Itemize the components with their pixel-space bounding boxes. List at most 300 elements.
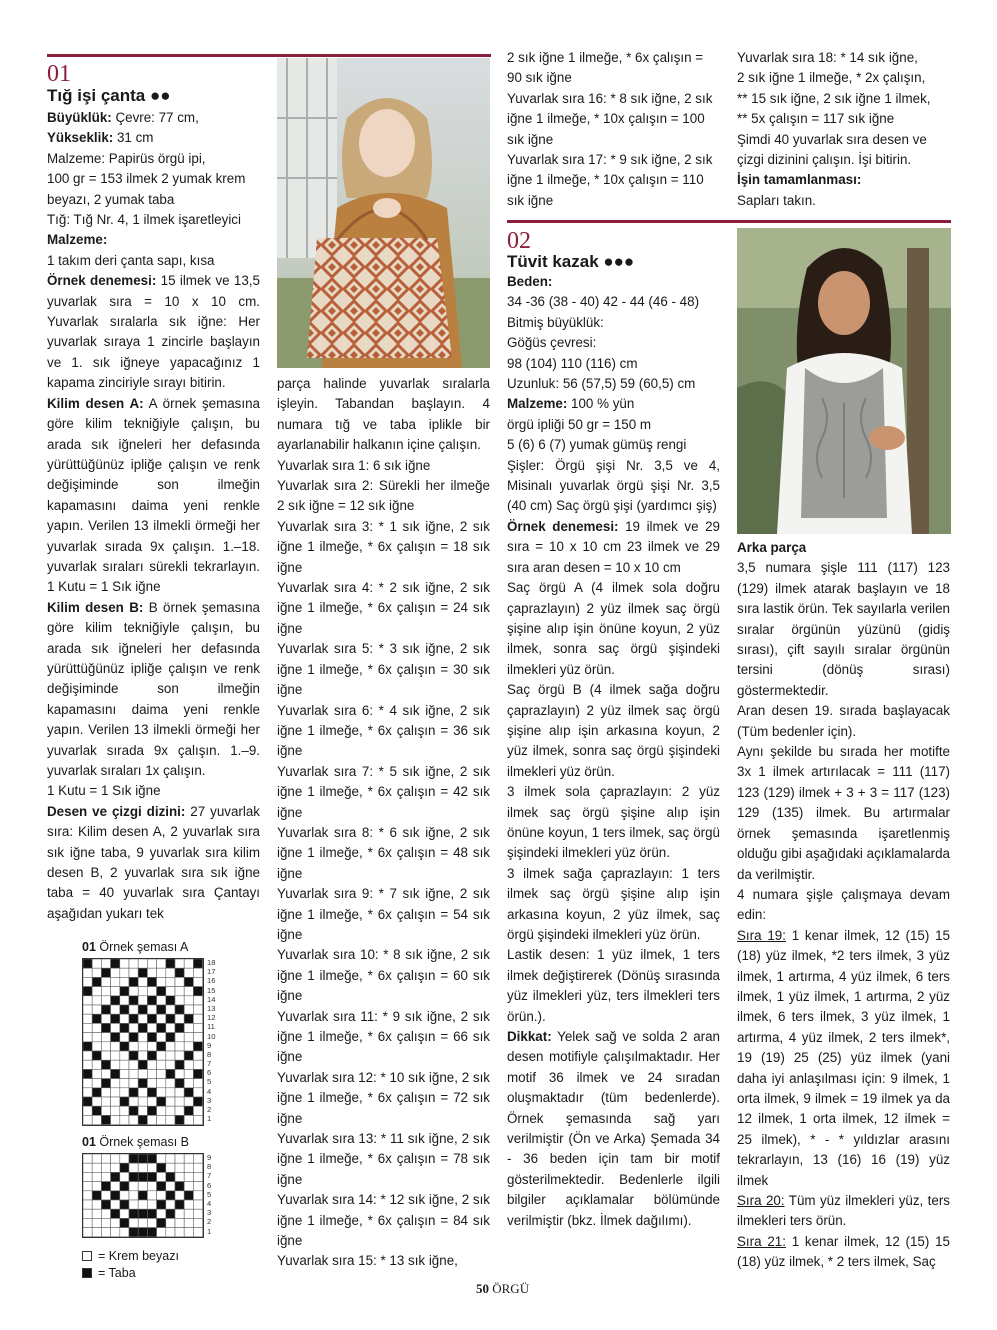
chart_a-cell (157, 1106, 166, 1115)
chart_a-cell (166, 996, 175, 1005)
article-number-02: 02 (507, 228, 531, 254)
chart_b-cell (147, 1191, 156, 1200)
chart_a-cell (120, 1060, 129, 1069)
chart_a-row-number: 9 (207, 1040, 212, 1050)
chart_a-cell (83, 1014, 92, 1023)
chart_a-cell (175, 1060, 184, 1069)
chart_b-cell (193, 1209, 202, 1218)
text-run: Tığ: Tığ Nr. 4, 1 ilmek işaretleyici (47, 212, 241, 228)
chart_a-cell (157, 1060, 166, 1069)
text-run: Aynı şekilde bu sırada her motifte 3x 1 ilmek artırılacak = 111 (117) 123 (129) ilmek + 3 + 3 = 117 (123) 129 (135) ilmek. Bu artırmalar örnek şemasında işaretlenmiş olduğu gibi aşağıdaki açıklamalarda da verilmiştir. (737, 744, 950, 882)
chart_b-cell (138, 1182, 147, 1191)
chart_a-cell (193, 1060, 202, 1069)
text-run: 3,5 numara şişle 111 (117) 123 (129) ilmek atarak başlayın ve 18 sıra lastik örün. Tek sayılarla verilen sıralar örgünün yüzünü (gidiş sırası), çift sayılı sıralar örgünün tersini (dönüş sırası) göstermektedir. (737, 560, 950, 698)
paragraph (507, 394, 720, 414)
paragraph: Yuvarlak sıra 16: * 8 sık iğne, 2 sık iğne 1 ilmeğe, * 10x çalışın = 100 sık iğne (507, 90, 713, 147)
chart_b-cell (120, 1209, 129, 1218)
chart_a-cell (138, 1115, 147, 1124)
chart_a-cell (175, 977, 184, 986)
paragraph (507, 374, 720, 394)
chart_a-cell (120, 1097, 129, 1106)
chart_a-row-number: 6 (207, 1068, 212, 1078)
chart_a-cell (166, 1023, 175, 1032)
chart_b-cell (92, 1163, 101, 1172)
chart_b-cell (175, 1191, 184, 1200)
paragraph (507, 1027, 720, 1231)
paragraph (47, 251, 260, 271)
chart_a-cell (83, 1033, 92, 1042)
section-rule-02 (507, 220, 951, 223)
chart_a-cell (138, 1033, 147, 1042)
chart_a-cell (111, 1060, 120, 1069)
chart_b-cell (101, 1218, 110, 1227)
chart_b-cell (138, 1154, 147, 1163)
chart_a-cell (184, 1060, 193, 1069)
chart_b-cell (92, 1209, 101, 1218)
chart_b-cell (111, 1182, 120, 1191)
chart_b-cell (147, 1172, 156, 1181)
chart_b-cell (138, 1200, 147, 1209)
chart_a-cell (120, 1069, 129, 1078)
chart_a-cell (111, 1023, 120, 1032)
chart_a-cell (92, 1115, 101, 1124)
chart_a-cell (92, 1042, 101, 1051)
chart_b-cell (83, 1200, 92, 1209)
text-run: Yuvarlak sıra 18: * 14 sık iğne, (737, 50, 918, 65)
chart_b-cell (175, 1228, 184, 1237)
text-run: 4 numara şişle çalışmaya devam edin: (737, 886, 950, 923)
chart_b-cell (92, 1228, 101, 1237)
chart_b-cell (111, 1172, 120, 1181)
chart_b-cell (111, 1191, 120, 1200)
chart_a-cell (166, 1051, 175, 1060)
chart_b-cell (83, 1209, 92, 1218)
chart_a-cell (83, 1051, 92, 1060)
chart_a-cell (101, 1033, 110, 1042)
chart_a-cell (111, 1106, 120, 1115)
chart_a-cell (147, 1014, 156, 1023)
chart_a-cell (138, 977, 147, 986)
chart_a-cell (175, 1005, 184, 1014)
chart_b-cell (147, 1154, 156, 1163)
chart_a-cell (129, 1060, 138, 1069)
chart_a-cell (111, 996, 120, 1005)
chart_a-cell (166, 1005, 175, 1014)
chart_a-cell (120, 977, 129, 986)
chart_a-cell (193, 959, 202, 968)
chart_a-cell (129, 1005, 138, 1014)
chart_b-cell (166, 1191, 175, 1200)
chart_a-cell (166, 1014, 175, 1023)
chart_a-cell (193, 1051, 202, 1060)
chart_a-row-number: 11 (207, 1022, 215, 1032)
text-run: Örnek denemesi: (507, 518, 619, 534)
chart_a-cell (184, 977, 193, 986)
chart_a-cell (101, 996, 110, 1005)
chart_a-cell (101, 1023, 110, 1032)
chart_a-cell (138, 1060, 147, 1069)
chart_a-cell (92, 968, 101, 977)
paragraph (737, 191, 950, 211)
paragraph (737, 926, 950, 1191)
chart_a-cell (175, 1023, 184, 1032)
chart_a-row-number: 13 (207, 1003, 216, 1013)
paragraph (507, 313, 720, 333)
text-run: 3 ilmek sağa çaprazlayın: 1 ters ilmek saç örgü şişine alıp işin arkasına koyun, 2 yüz ilmek, saç örgü şişindeki ilmekleri yüz örün. (507, 865, 720, 942)
paragraph: Yuvarlak sıra 10: * 8 sık iğne, 2 sık iğne 1 ilmeğe, * 6x çalışın = 60 sık iğne (277, 947, 490, 1004)
paragraph (507, 517, 720, 578)
chart_b-cell (129, 1154, 138, 1163)
chart_b-cell (129, 1209, 138, 1218)
chart_a-cell (129, 1042, 138, 1051)
paragraph (737, 742, 950, 885)
chart_b-cell (129, 1200, 138, 1209)
chart_b-row-number: 9 (207, 1153, 212, 1162)
text-run: Lastik desen: 1 yüz ilmek, 1 ters ilmek değiştirerek (Dönüş sırasında yüz ilmekleri yüz, ters ilmekleri ters örün.). (507, 947, 720, 1024)
paragraph (47, 149, 260, 169)
chart_a-cell (166, 959, 175, 968)
chart_a-cell (193, 987, 202, 996)
chart_b-cell (193, 1163, 202, 1172)
chart_a-cell (138, 1088, 147, 1097)
chart_b-cell (120, 1163, 129, 1172)
chart_b-cell (111, 1200, 120, 1209)
article-title-01: Tığ işi çanta ●● (47, 86, 171, 105)
chart_a-cell (147, 1079, 156, 1088)
paragraph: Yuvarlak sıra 2: Sürekli her ilmeğe 2 sık iğne = 12 sık iğne (277, 478, 490, 514)
paragraph (737, 170, 950, 190)
chart_b-cell (157, 1191, 166, 1200)
text-run: 1 kenar ilmek, 12 (15) 15 (18) yüz ilmek, * 2 ters ilmek, Saç (737, 1233, 950, 1270)
chart_a-cell (166, 1097, 175, 1106)
text-run: 100 gr = 153 ilmek 2 yumak krem (47, 171, 246, 187)
chart_a-cell (193, 1023, 202, 1032)
chart_a-row-number: 15 (207, 985, 216, 995)
chart_b-cell (129, 1172, 138, 1181)
chart_a-cell (157, 1088, 166, 1097)
chart_b-cell (101, 1228, 110, 1237)
chart_a-cell (83, 1060, 92, 1069)
chart_a-cell (175, 968, 184, 977)
chart_a-cell (166, 1069, 175, 1078)
chart_a-cell (193, 1088, 202, 1097)
article-01-column-4 (737, 48, 950, 211)
text-run: Örnek denemesi: (47, 273, 157, 289)
chart_a-cell (120, 1023, 129, 1032)
paragraph (507, 333, 720, 353)
chart_a-row-number: 5 (207, 1077, 212, 1087)
chart_a-row-number: 7 (207, 1059, 212, 1069)
chart_a-cell (83, 968, 92, 977)
chart_a-cell (111, 1115, 120, 1124)
paragraph (737, 89, 950, 109)
text-run: Çevre: 77 cm, (111, 110, 199, 125)
chart_b-cell (166, 1172, 175, 1181)
white-square-icon (82, 1251, 92, 1261)
chart_a-cell (184, 1033, 193, 1042)
text-run: A örnek şemasına göre kilim tekniğiyle çalışın, bu arada sık iğneleri her defasında yürüttüğünüz ipliğe çalışın ve renk değişiminde son ilmeğin kapamasını daima yeni renkle yapın. Verilen 13 ilmekli örmeği her yuvarlak sırada 9x çalışın. 1.–18. yuvarlak sıraları sürekli tekrarlayın. 1 Kutu = 1 Sık iğne (47, 395, 260, 595)
chart_a-cell (193, 977, 202, 986)
chart_a-cell (83, 1079, 92, 1088)
chart_b-cell (129, 1228, 138, 1237)
paragraph: 2 sık iğne 1 ilmeğe, * 6x çalışın = 90 sık iğne (507, 50, 704, 86)
chart_a-cell (157, 959, 166, 968)
chart_b-row-number: 1 (207, 1226, 212, 1236)
text-run: Saç örgü A (4 ilmek sola doğru çaprazlayın) 2 yüz ilmek saç örgü şişine alıp işin önüne koyun, 2 yüz ilmek, sonra saç örgü şişindeki ilmekleri yüz örün. (507, 580, 720, 677)
chart_a-cell (157, 987, 166, 996)
bag-photo (277, 58, 490, 368)
chart_a-cell (184, 1023, 193, 1032)
chart_a-cell (120, 1115, 129, 1124)
chart_a-row-number: 2 (207, 1105, 212, 1114)
text-run: 100 % yün (567, 396, 635, 412)
chart_a-cell (157, 1097, 166, 1106)
text-run: Malzeme: (507, 396, 568, 412)
paragraph (737, 558, 950, 701)
chart_a-cell (147, 1115, 156, 1124)
chart_a-cell (83, 1023, 92, 1032)
chart_b-cell (157, 1218, 166, 1227)
chart-a-row-numbers (207, 959, 215, 1124)
chart_a-cell (129, 1051, 138, 1060)
chart_b-cell (92, 1172, 101, 1181)
chart_a-cell (120, 1014, 129, 1023)
chart_a-cell (120, 1106, 129, 1115)
chart_a-cell (120, 987, 129, 996)
chart_a-cell (138, 1042, 147, 1051)
chart_a-cell (111, 1042, 120, 1051)
chart_b-cell (157, 1182, 166, 1191)
chart_a-cell (83, 1088, 92, 1097)
chart_b-cell (101, 1163, 110, 1172)
chart_a-cell (138, 1079, 147, 1088)
text-run: Dikkat: (507, 1029, 552, 1045)
paragraph: Yuvarlak sıra 17: * 9 sık iğne, 2 sık iğne 1 ilmeğe, * 10x çalışın = 110 sık iğne (507, 152, 713, 208)
chart_a-cell (184, 1079, 193, 1088)
chart_a-cell (83, 1069, 92, 1078)
chart_b-cell (138, 1163, 147, 1172)
chart_a-cell (83, 1005, 92, 1014)
text-run: ** 5x çalışın = 117 sık iğne (737, 111, 895, 127)
paragraph: Yuvarlak sıra 6: * 4 sık iğne, 2 sık iğne 1 ilmeğe, * 6x çalışın = 36 sık iğne (277, 702, 490, 759)
chart_a-cell (138, 1106, 147, 1115)
chart_b-cell (138, 1172, 147, 1181)
chart_a-cell (175, 1051, 184, 1060)
chart_a-cell (193, 1033, 202, 1042)
chart_a-cell (147, 1106, 156, 1115)
text-run: Bitmiş büyüklük: (507, 314, 604, 330)
chart_b-cell (166, 1218, 175, 1227)
chart_b-cell (111, 1218, 120, 1227)
chart_a-cell (92, 1014, 101, 1023)
chart_b-cell (138, 1209, 147, 1218)
chart_a-cell (120, 1079, 129, 1088)
chart_a-cell (166, 1088, 175, 1097)
chart_a-cell (138, 1097, 147, 1106)
chart_b-cell (129, 1191, 138, 1200)
text-run: beyazı, 2 yumak taba (47, 191, 175, 207)
chart_b-cell (193, 1182, 202, 1191)
paragraph: Yuvarlak sıra 1: 6 sık iğne (277, 457, 431, 473)
paragraph: Yuvarlak sıra 5: * 3 sık iğne, 2 sık iğne 1 ilmeğe, * 6x çalışın = 30 sık iğne (277, 641, 490, 698)
paragraph (507, 272, 720, 292)
chart_a-cell (147, 1033, 156, 1042)
chart_a-row-number: 4 (207, 1086, 212, 1096)
chart_a-cell (147, 1051, 156, 1060)
chart_a-cell (166, 968, 175, 977)
text-run: Kilim desen B: (47, 599, 144, 615)
text-run: Sıra 19: (737, 927, 786, 943)
text-run: İşin tamamlanması: (737, 172, 862, 188)
chart_a-cell (157, 968, 166, 977)
chart_a-cell (111, 1097, 120, 1106)
chart_a-cell (166, 1115, 175, 1124)
chart_a-cell (138, 968, 147, 977)
chart_b-cell (184, 1200, 193, 1209)
paragraph (47, 781, 260, 801)
chart_a-cell (184, 1088, 193, 1097)
chart_a-cell (138, 1069, 147, 1078)
chart_a-cell (92, 1060, 101, 1069)
chart_b-cell (157, 1209, 166, 1218)
chart_a-cell (193, 996, 202, 1005)
chart_a-cell (129, 977, 138, 986)
text-run: 34 -36 (38 - 40) 42 - 44 (46 - 48) (507, 294, 700, 310)
chart_b-cell (157, 1154, 166, 1163)
chart_b-cell (175, 1154, 184, 1163)
chart_b-cell (166, 1163, 175, 1172)
chart_a-cell (166, 1060, 175, 1069)
chart_a-cell (101, 1097, 110, 1106)
chart_b-cell (92, 1191, 101, 1200)
chart_a-cell (175, 1088, 184, 1097)
chart_b-cell (184, 1182, 193, 1191)
chart_a-cell (147, 959, 156, 968)
chart_a-cell (175, 1042, 184, 1051)
text-run: Şimdi 40 yuvarlak sıra desen ve çizgi dizinini çalışın. İşi bitirin. (737, 131, 927, 168)
chart_a-row-number: 1 (207, 1114, 212, 1124)
text-run: Desen ve çizgi dizini: (47, 803, 186, 819)
chart_a-cell (101, 1106, 110, 1115)
text-run: Sapları takın. (737, 192, 816, 208)
chart_a-cell (111, 1079, 120, 1088)
chart_b-cell (120, 1228, 129, 1237)
chart_a-cell (92, 987, 101, 996)
chart_a-cell (193, 968, 202, 977)
chart_a-cell (83, 959, 92, 968)
chart_b-cell (175, 1182, 184, 1191)
chart_a-cell (147, 1097, 156, 1106)
chart_b-cell (166, 1182, 175, 1191)
chart_a-cell (92, 1005, 101, 1014)
chart_b-cell (83, 1163, 92, 1172)
chart_b-cell (166, 1154, 175, 1163)
chart_a-cell (101, 968, 110, 977)
chart_b-cell (147, 1209, 156, 1218)
text-run: 31 cm (113, 130, 154, 146)
chart_a-row-number: 3 (207, 1095, 212, 1105)
chart_a-cell (129, 987, 138, 996)
chart_b-cell (147, 1218, 156, 1227)
chart_a-cell (111, 1005, 120, 1014)
chart_b-cell (166, 1200, 175, 1209)
chart_a-cell (166, 1106, 175, 1115)
chart_a-cell (184, 1069, 193, 1078)
chart_a-row-number: 12 (207, 1013, 216, 1023)
chart_a-cell (101, 1115, 110, 1124)
chart_b-cell (92, 1182, 101, 1191)
paragraph (737, 68, 950, 88)
text-run: B örnek şemasına göre kilim tekniğiyle çalışın, bu arada sık iğneleri her defasında yürüttüğünüz ipliğe çalışın ve renk değişiminde son ilmeğin kapamasını daima yeni renkle yapın. Verilen 13 ilmekli örmeği her yuvarlak sırada 9x çalışın. 1.–9. yuvarlak sıraları 1x çalışın. (47, 599, 260, 778)
chart_b-cell (193, 1218, 202, 1227)
chart_a-cell (83, 1097, 92, 1106)
chart_a-cell (92, 996, 101, 1005)
chart_b-cell (138, 1228, 147, 1237)
paragraph: Yuvarlak sıra 11: * 9 sık iğne, 2 sık iğne 1 ilmeğe, * 6x çalışın = 66 sık iğne (277, 1008, 490, 1065)
paragraph (737, 130, 950, 171)
chart_a-cell (147, 1088, 156, 1097)
chart_a-cell (101, 1088, 110, 1097)
paragraph (507, 680, 720, 782)
chart_a-cell (147, 1042, 156, 1051)
chart-a-title: 01 Örnek şeması A (82, 940, 189, 954)
paragraph (507, 354, 720, 374)
text-run: Uzunluk: 56 (57,5) 59 (60,5) cm (507, 376, 696, 392)
chart_a-row-number: 14 (207, 994, 216, 1004)
text-run: 1 kenar ilmek, 12 (15) 15 (18) yüz ilmek, *2 ters ilmek, 3 yüz ilmek, 1 artırma, 4 yüz ilmek, 6 ters ilmek, 1 yüz ilmek, 1 artırma, 2 yüz ilmek, 6 ters ilmek, 3 yüz ilmek, 1 artırma, 4 yüz ilmek, 2 ters ilmek*, 19 (19) 25 (25) yüz ilmek (yani daha iyi anlaşılması için: 9 ilmek, 1 orta ilmek, 9 ilmek = 19 ilmek ya da 12 ilmek, 1 orta ilmek, 12 ilmek = 25 ilmek), * - * yıldızlar arasını tekrarlayın, 13 (16) 16 (19) yüz ilmek (737, 927, 950, 1188)
chart_a-cell (157, 1069, 166, 1078)
chart_b-cell (138, 1191, 147, 1200)
paragraph: Yuvarlak sıra 4: * 2 sık iğne, 2 sık iğne 1 ilmeğe, * 6x çalışın = 24 sık iğne (277, 580, 490, 636)
paragraph (507, 456, 720, 517)
chart_a-cell (166, 987, 175, 996)
chart_a-cell (166, 1033, 175, 1042)
chart_b-row-number: 3 (207, 1208, 212, 1218)
chart_a-cell (92, 1097, 101, 1106)
chart_a-cell (101, 1069, 110, 1078)
chart_a-cell (147, 1069, 156, 1078)
chart-b-grid (82, 1153, 204, 1238)
chart_a-cell (111, 959, 120, 968)
chart_a-cell (193, 1079, 202, 1088)
chart_b-cell (101, 1200, 110, 1209)
chart_b-cell (175, 1163, 184, 1172)
chart_b-cell (184, 1172, 193, 1181)
paragraph: Yuvarlak sıra 15: * 13 sık iğne, (277, 1253, 458, 1269)
chart_a-cell (184, 1042, 193, 1051)
chart_b-cell (157, 1172, 166, 1181)
paragraph (507, 864, 720, 946)
text-run: Büyüklük: (47, 110, 112, 125)
chart_a-cell (175, 1079, 184, 1088)
chart_a-cell (157, 1051, 166, 1060)
section-rule-01 (47, 54, 491, 57)
chart_a-cell (184, 1115, 193, 1124)
chart_b-cell (193, 1228, 202, 1237)
article-number-01: 01 (47, 61, 71, 87)
chart_a-cell (147, 996, 156, 1005)
chart_a-cell (120, 1005, 129, 1014)
chart_b-row-number: 2 (207, 1217, 212, 1227)
chart_b-cell (120, 1172, 129, 1181)
chart_a-cell (129, 1115, 138, 1124)
paragraph (47, 108, 260, 128)
chart_a-cell (147, 1005, 156, 1014)
chart_a-cell (193, 1106, 202, 1115)
paragraph (47, 230, 260, 250)
chart_a-cell (92, 1088, 101, 1097)
chart_b-cell (157, 1200, 166, 1209)
